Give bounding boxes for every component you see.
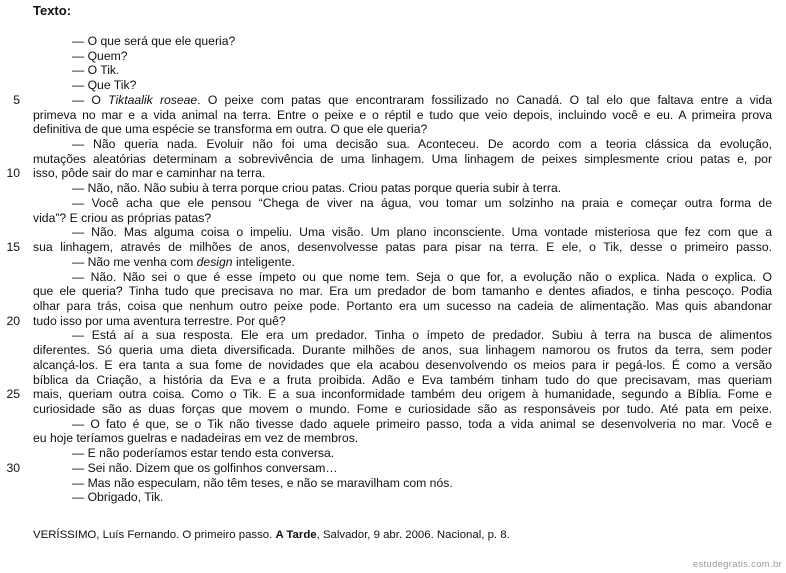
line-number: 10: [6, 166, 20, 181]
text-line: — Não me venha com design inteligente.: [72, 254, 295, 269]
text-line: diferentes. Só queria uma dieta diversificada. Durante milhões de anos, sua linhagem namorou os frutos da terra, sem poder: [33, 343, 772, 358]
text-line: — Obrigado, Tik.: [72, 490, 164, 505]
text-line: — Mas não especulam, não têm teses, e não se maravilham com nós.: [72, 475, 453, 490]
text-line: — Não. Não sei o que é esse ímpeto ou que nome tem. Seja o que for, a evolução não o explica. Nada o explica. O: [72, 269, 772, 284]
text-line: olhar para trás, coisa que nenhum outro peixe pode. Portanto era um sucesso na cadeia de alimentação. Mas quis abandonar: [33, 298, 772, 313]
text-line: — Não, não. Não subiu à terra porque criou patas. Criou patas porque queria subir à terra.: [72, 181, 562, 196]
text-line: — O fato é que, se o Tik não tivesse dado aquele primeiro passo, toda a vida animal se desenvolveria no mar. Você e: [72, 416, 772, 431]
line-number: 20: [6, 313, 20, 328]
text-line: — Que Tik?: [72, 78, 137, 93]
text-line: primeva no mar e a vida animal na terra. Entre o peixe e o réptil e tudo que veio depois, incluindo você e eu. A primeira prova: [33, 107, 772, 122]
text-line: alcançá-los. E era tanta a sua fome de novidades que ela acabou desenvolvendo os meios para ir pegá-los. É como a versão: [33, 357, 772, 372]
source-citation: VERÍSSIMO, Luís Fernando. O primeiro passo. A Tarde, Salvador, 9 abr. 2006. Nacional, p. 8.: [33, 529, 510, 541]
text-line: — E não poderíamos estar tendo esta conversa.: [72, 446, 335, 461]
text-line: — Quem?: [72, 48, 128, 63]
text-line: curiosidade são as duas forças que movem o mundo. Fome e curiosidade são as responsáveis por tudo. Até pata em peixe.: [33, 402, 772, 416]
text-heading: Texto:: [33, 3, 72, 18]
line-number: 15: [6, 240, 20, 255]
text-line: tudo isso por uma aventura terrestre. Por quê?: [33, 313, 286, 328]
text-line: vida”? E criou as próprias patas?: [33, 210, 212, 225]
line-number: 5: [13, 92, 20, 107]
text-line: — O Tiktaalik roseae. O peixe com patas que encontraram fossilizado no Canadá. O tal elo que faltava entre a vida: [72, 92, 772, 107]
text-line: isso, pôde sair do mar e caminhar na terra.: [33, 166, 266, 181]
text-line: — Não. Mas alguma coisa o impeliu. Uma visão. Um plano inconsciente. Uma vontade misteriosa que fez com que a: [72, 225, 772, 240]
text-line: — Sei não. Dizem que os golfinhos conversam…: [72, 460, 338, 475]
line-number: 30: [6, 460, 20, 475]
watermark: estudegratis.com.br: [692, 559, 782, 570]
text-line: — O Tik.: [72, 63, 120, 78]
text-line: sua linhagem, através de milhões de anos, desenvolvesse patas para pisar na terra. E ele, o Tik, desse o primeiro passo.: [33, 240, 772, 255]
text-line: que ele queria? Tinha tudo que precisava no mar. Era um predador de bom tamanho e dentes afiados, e tinha pescoço. Podia: [33, 284, 772, 299]
text-line: bíblica da Criação, a história da Eva e a fruta proibida. Adão e Eva também tinham tudo do que precisavam, mas queriam: [33, 372, 772, 387]
text-line: — O que será que ele queria?: [72, 34, 236, 48]
text-line: — Não queria nada. Evoluir não foi uma decisão sua. Aconteceu. De acordo com a teoria clássica da evolução,: [72, 137, 772, 152]
text-line: definitiva de que uma espécie se transforma em outra. O que ele queria?: [33, 122, 428, 137]
text-line: — Você acha que ele pensou “Chega de viver na água, vou tomar um solzinho na praia e começar outra forma de: [72, 195, 772, 210]
text-line: mais, queriam outra coisa. Como o Tik. E a sua inconformidade também deu origem à humanidade, segundo a Bíblia. Fome e: [33, 387, 772, 402]
line-number: 25: [6, 387, 20, 402]
text-line: eu hoje teríamos guelras e nadadeiras em vez de membros.: [33, 431, 359, 446]
text-line: — Está aí a sua resposta. Ele era um predador. Tinha o ímpeto de predador. Subiu à terra na busca de alimentos: [72, 328, 772, 343]
text-line: mutações aleatórias determinam a sobrevivência de uma linhagem. Uma linhagem de peixes simplesmente criou patas e, por: [33, 151, 772, 166]
